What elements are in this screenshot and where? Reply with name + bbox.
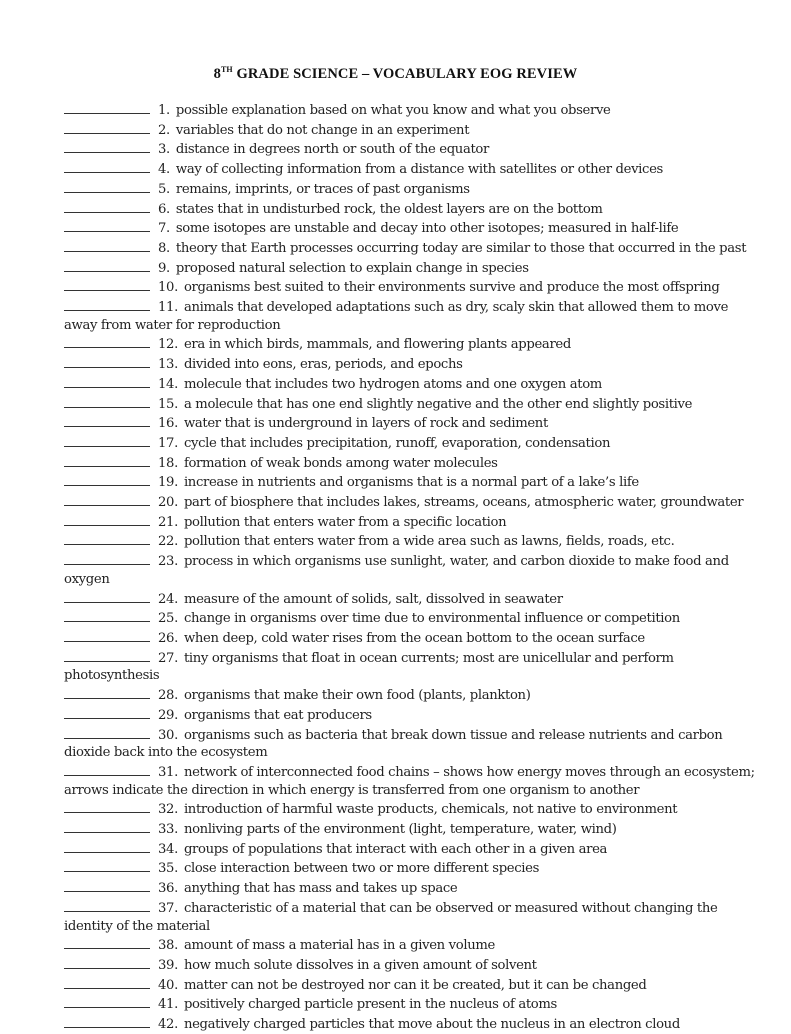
list-item	[64, 935, 764, 955]
list-item	[64, 799, 764, 819]
list-item	[64, 705, 764, 725]
item-definition: molecule that includes two hydrogen atoms and one oxygen atom	[183, 376, 602, 392]
answer-blank[interactable]	[64, 277, 150, 291]
item-definition: distance in degrees north or south of the equator	[175, 142, 489, 158]
list-item	[64, 492, 764, 512]
item-number: 38.	[158, 938, 178, 954]
item-number: 21.	[158, 514, 178, 530]
item-definition: change in organisms over time due to environmental influence or competition	[183, 611, 680, 627]
list-item	[64, 394, 764, 414]
list-item	[64, 238, 764, 258]
item-definition: variables that do not change in an experiment	[175, 122, 470, 138]
item-number: 19.	[158, 475, 178, 491]
item-definition: part of biosphere that includes lakes, streams, oceans, atmospheric water, groundwater	[183, 495, 744, 511]
item-definition: positively charged particle present in the nucleus of atoms	[183, 997, 557, 1013]
list-item	[64, 512, 764, 532]
item-definition: process in which organisms use sunlight, water, and carbon dioxide to make food and oxygen	[64, 554, 729, 587]
list-item	[64, 472, 764, 492]
item-definition: pollution that enters water from a wide area such as lawns, fields, roads, etc.	[183, 534, 675, 550]
list-item	[64, 258, 764, 278]
list-item	[64, 685, 764, 705]
list-item	[64, 433, 764, 453]
list-item	[64, 725, 764, 762]
answer-blank[interactable]	[64, 839, 150, 853]
answer-blank[interactable]	[64, 472, 150, 486]
list-item	[64, 100, 764, 120]
item-definition: way of collecting information from a distance with satellites or other devices	[175, 162, 663, 178]
item-number: 20.	[158, 495, 178, 511]
item-number: 8.	[158, 240, 170, 256]
item-number: 17.	[158, 435, 178, 451]
item-number: 42.	[158, 1017, 178, 1033]
list-item	[64, 858, 764, 878]
item-number: 9.	[158, 260, 170, 276]
item-definition: organisms that eat producers	[183, 707, 372, 723]
list-item	[64, 994, 764, 1014]
list-item	[64, 955, 764, 975]
answer-blank[interactable]	[64, 898, 150, 912]
answer-blank[interactable]	[64, 238, 150, 252]
item-number: 22.	[158, 534, 178, 550]
item-number: 3.	[158, 142, 170, 158]
item-definition: organisms such as bacteria that break down tissue and release nutrients and carbon dioxide back into the ecosystem	[64, 727, 723, 761]
item-number: 27.	[158, 650, 178, 666]
item-definition: increase in nutrients and organisms that is a normal part of a lake’s life	[183, 475, 639, 491]
item-number: 24.	[158, 591, 178, 607]
item-definition: nonliving parts of the environment (light, temperature, water, wind)	[183, 822, 617, 838]
list-item	[64, 277, 764, 297]
title-superscript: TH	[220, 65, 233, 74]
item-number: 16.	[158, 416, 178, 432]
list-item	[64, 413, 764, 433]
item-number: 11.	[158, 300, 178, 316]
list-item	[64, 648, 764, 685]
item-number: 2.	[158, 122, 170, 138]
item-definition: how much solute dissolves in a given amount of solvent	[183, 957, 537, 973]
list-item	[64, 839, 764, 859]
answer-blank[interactable]	[64, 218, 150, 232]
item-number: 7.	[158, 221, 170, 237]
list-item	[64, 453, 764, 473]
answer-blank[interactable]	[64, 258, 150, 272]
item-definition: formation of weak bonds among water molecules	[183, 455, 498, 471]
item-definition: introduction of harmful waste products, chemicals, not native to environment	[183, 802, 678, 818]
item-definition: cycle that includes precipitation, runoff, evaporation, condensation	[183, 435, 611, 451]
answer-blank[interactable]	[64, 354, 150, 368]
item-definition: divided into eons, eras, periods, and epochs	[183, 357, 463, 373]
item-definition: negatively charged particles that move about the nucleus in an electron cloud	[183, 1017, 680, 1033]
item-definition: pollution that enters water from a specific location	[183, 514, 507, 530]
answer-blank[interactable]	[64, 878, 150, 892]
answer-blank[interactable]	[64, 589, 150, 603]
item-definition: some isotopes are unstable and decay into other isotopes; measured in half-life	[175, 221, 679, 237]
item-number: 25.	[158, 611, 178, 627]
answer-blank[interactable]	[64, 648, 150, 662]
item-number: 41.	[158, 997, 178, 1013]
answer-blank[interactable]	[64, 159, 150, 173]
list-item	[64, 334, 764, 354]
item-number: 37.	[158, 900, 178, 916]
answer-blank[interactable]	[64, 819, 150, 833]
item-definition: animals that developed adaptations such as dry, scaly skin that allowed them to move away from water for reproduction	[64, 300, 729, 333]
item-number: 13.	[158, 357, 178, 373]
list-item	[64, 159, 764, 179]
answer-blank[interactable]	[64, 1014, 150, 1028]
answer-blank[interactable]	[64, 955, 150, 969]
list-item	[64, 589, 764, 609]
item-number: 6.	[158, 201, 170, 217]
answer-blank[interactable]	[64, 531, 150, 545]
answer-blank[interactable]	[64, 608, 150, 622]
list-item	[64, 531, 764, 551]
item-definition: measure of the amount of solids, salt, dissolved in seawater	[183, 591, 563, 607]
answer-blank[interactable]	[64, 297, 150, 311]
item-definition: close interaction between two or more different species	[183, 861, 540, 877]
item-number: 5.	[158, 181, 170, 197]
item-definition: proposed natural selection to explain change in species	[175, 260, 529, 276]
list-item	[64, 819, 764, 839]
item-definition: theory that Earth processes occurring today are similar to those that occurred in the past	[175, 240, 747, 256]
answer-blank[interactable]	[64, 512, 150, 526]
item-definition: remains, imprints, or traces of past organisms	[175, 181, 470, 197]
item-definition: amount of mass a material has in a given volume	[183, 938, 495, 954]
answer-blank[interactable]	[64, 762, 150, 776]
item-number: 36.	[158, 881, 178, 897]
item-number: 1.	[158, 103, 170, 118]
item-number: 26.	[158, 630, 178, 646]
list-item	[64, 374, 764, 394]
item-number: 12.	[158, 337, 178, 353]
answer-blank[interactable]	[64, 799, 150, 813]
answer-blank[interactable]	[64, 685, 150, 699]
item-definition: when deep, cold water rises from the ocean bottom to the ocean surface	[183, 630, 645, 646]
answer-blank[interactable]	[64, 492, 150, 506]
answer-blank[interactable]	[64, 100, 150, 114]
item-number: 28.	[158, 688, 178, 704]
answer-blank[interactable]	[64, 120, 150, 134]
answer-blank[interactable]	[64, 374, 150, 388]
answer-blank[interactable]	[64, 705, 150, 719]
answer-blank[interactable]	[64, 975, 150, 989]
page-title	[0, 65, 791, 83]
item-number: 34.	[158, 841, 178, 857]
item-number: 32.	[158, 802, 178, 818]
item-definition: organisms that make their own food (plants, plankton)	[183, 688, 531, 704]
item-number: 31.	[158, 764, 178, 780]
item-number: 30.	[158, 727, 178, 743]
item-definition: characteristic of a material that can be observed or measured without changing the identity of the material	[64, 900, 718, 934]
item-number: 40.	[158, 977, 178, 993]
answer-blank[interactable]	[64, 935, 150, 949]
list-item	[64, 297, 764, 334]
answer-blank[interactable]	[64, 858, 150, 872]
list-item	[64, 975, 764, 995]
list-item	[64, 608, 764, 628]
item-definition: network of interconnected food chains – shows how energy moves through an ecosystem; arrows indicate the direction in which energy is transferred from one organism to another	[64, 764, 755, 798]
answer-blank[interactable]	[64, 453, 150, 467]
list-item	[64, 878, 764, 898]
answer-blank[interactable]	[64, 199, 150, 213]
item-definition: water that is underground in layers of rock and sediment	[183, 416, 548, 432]
answer-blank[interactable]	[64, 413, 150, 427]
item-number: 4.	[158, 162, 170, 178]
item-number: 35.	[158, 861, 178, 877]
item-definition: a molecule that has one end slightly negative and the other end slightly positive	[183, 396, 693, 412]
list-item	[64, 179, 764, 199]
answer-blank[interactable]	[64, 628, 150, 642]
answer-blank[interactable]	[64, 139, 150, 153]
answer-blank[interactable]	[64, 334, 150, 348]
list-item	[64, 120, 764, 140]
item-number: 29.	[158, 707, 178, 723]
answer-blank[interactable]	[64, 433, 150, 447]
list-item	[64, 898, 764, 935]
list-item	[64, 628, 764, 648]
title-rest: GRADE SCIENCE – VOCABULARY EOG REVIEW	[232, 66, 578, 82]
item-number: 23.	[158, 554, 178, 570]
item-number: 33.	[158, 822, 178, 838]
vocabulary-list	[64, 100, 764, 1034]
item-definition: era in which birds, mammals, and flowering plants appeared	[183, 337, 571, 353]
list-item	[64, 199, 764, 219]
list-item	[64, 354, 764, 374]
item-definition: possible explanation based on what you know and what you observe	[175, 103, 611, 118]
answer-blank[interactable]	[64, 551, 150, 565]
item-definition: tiny organisms that float in ocean currents; most are unicellular and perform photosynthesis	[64, 650, 674, 684]
item-number: 39.	[158, 957, 178, 973]
item-number: 15.	[158, 396, 178, 412]
answer-blank[interactable]	[64, 725, 150, 739]
title-prefix: 8	[213, 66, 221, 82]
item-number: 18.	[158, 455, 178, 471]
list-item	[64, 762, 764, 799]
item-definition: organisms best suited to their environments survive and produce the most offspring	[183, 280, 720, 296]
item-number: 14.	[158, 376, 178, 392]
list-item	[64, 139, 764, 159]
answer-blank[interactable]	[64, 179, 150, 193]
answer-blank[interactable]	[64, 994, 150, 1008]
item-definition: anything that has mass and takes up space	[183, 881, 458, 897]
item-number: 10.	[158, 280, 178, 296]
item-definition: groups of populations that interact with each other in a given area	[183, 841, 608, 857]
item-definition: states that in undisturbed rock, the oldest layers are on the bottom	[175, 201, 603, 217]
list-item	[64, 218, 764, 238]
item-definition: matter can not be destroyed nor can it be created, but it can be changed	[183, 977, 647, 993]
answer-blank[interactable]	[64, 394, 150, 408]
list-item	[64, 551, 764, 588]
